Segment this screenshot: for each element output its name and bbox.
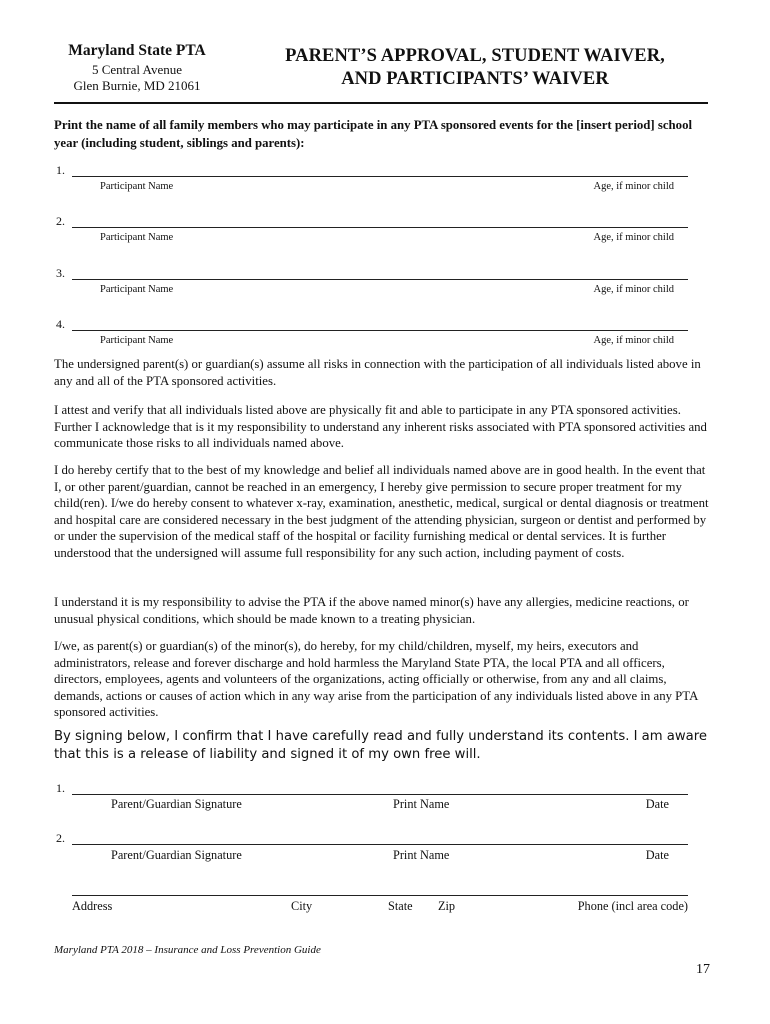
zip-label: Zip <box>438 899 456 913</box>
participant-age-label: Age, if minor child <box>593 335 674 346</box>
header-divider <box>54 102 708 104</box>
date-label: Date <box>645 797 669 811</box>
org-name: Maryland State PTA <box>68 42 206 59</box>
state-label: State <box>388 899 413 913</box>
paragraph-assumption-of-risk: The undersigned parent(s) or guardian(s) assume all risks in connection with the participation of all individuals listed above in any and all of the PTA sponsored activities. <box>54 357 701 388</box>
paragraph-fitness-attestation: I attest and verify that all individuals listed above are physically fit and able to participate in any PTA sponsored activities. Further I acknowledge that is it my responsibility to understand any inherent risks associated with PTA sponsored activities and communicate those risks to all individuals named above. <box>54 403 707 451</box>
print-name-label: Print Name <box>393 848 450 862</box>
footer-note: Maryland PTA 2018 – Insurance and Loss Prevention Guide <box>54 944 321 956</box>
signature-field[interactable] <box>72 794 688 795</box>
participant-name-label: Participant Name <box>100 335 174 346</box>
page-number: 17 <box>696 962 710 977</box>
participant-name-label: Participant Name <box>100 284 174 295</box>
signature-number: 2. <box>56 831 65 845</box>
signature-number: 1. <box>56 781 65 795</box>
print-name-label: Print Name <box>393 797 450 811</box>
signature-label: Parent/Guardian Signature <box>111 848 242 862</box>
city-label: City <box>291 899 313 913</box>
form-title-line1: PARENT’S APPROVAL, STUDENT WAIVER, <box>285 46 665 66</box>
address-field[interactable] <box>72 895 688 896</box>
phone-label: Phone (incl area code) <box>577 899 688 913</box>
paragraph-allergies: I understand it is my responsibility to advise the PTA if the above named minor(s) have any allergies, medicine reactions, or unusual physical conditions, which should be made known to a treating physician. <box>54 595 689 626</box>
participant-name-field[interactable] <box>72 330 688 331</box>
address-label: Address <box>72 899 113 913</box>
participant-number: 1. <box>56 163 65 177</box>
participant-number: 3. <box>56 266 65 280</box>
participant-age-label: Age, if minor child <box>593 232 674 243</box>
participant-name-field[interactable] <box>72 176 688 177</box>
signature-label: Parent/Guardian Signature <box>111 797 242 811</box>
participant-age-label: Age, if minor child <box>593 284 674 295</box>
participant-number: 2. <box>56 214 65 228</box>
participant-name-label: Participant Name <box>100 181 174 192</box>
participant-name-label: Participant Name <box>100 232 174 243</box>
form-title-line2: AND PARTICIPANTS’ WAIVER <box>341 69 609 89</box>
participant-number: 4. <box>56 317 65 331</box>
paragraph-release: I/we, as parent(s) or guardian(s) of the minor(s), do hereby, for my child/children, myself, my heirs, executors and administrators, release and forever discharge and hold harmless the Maryland State PTA, the local PTA and all officers, directors, employees, agents and volunteers of the organizations, acting officially or otherwise, from any and all claims, demands, actions or causes of action which in any way arise from the participation of any individuals listed above in any PTA sponsored activities. <box>54 639 698 720</box>
org-address-line1: 5 Central Avenue <box>91 62 182 77</box>
participant-name-field[interactable] <box>72 279 688 280</box>
org-address-line2: Glen Burnie, MD 21061 <box>73 78 201 93</box>
date-label: Date <box>645 848 669 862</box>
paragraph-medical-consent: I do hereby certify that to the best of my knowledge and belief all individuals named above are in good health. In the event that I, or other parent/guardian, cannot be reached in an emergency, I hereby give permission to secure proper treatment for my child(ren). I/we do hereby consent to whatever x-ray, examination, anesthetic, medical, surgical or dental diagnosis or treatment and hospital care are considered necessary in the best judgment of the attending physician, surgeon or dentist and performed by or under the supervision of the medical staff of the hospital or facility furnishing medical or dental services. It is further understood that the undersigned will assume full responsibility for any such action, including payment of costs. <box>54 463 709 560</box>
confirmation-statement: By signing below, I confirm that I have carefully read and fully understand its contents. I am aware that this is a release of liability and signed it of my own free will. <box>54 729 707 762</box>
signature-field[interactable] <box>72 844 688 845</box>
participant-age-label: Age, if minor child <box>593 181 674 192</box>
participant-name-field[interactable] <box>72 227 688 228</box>
instructions: Print the name of all family members who may participate in any PTA sponsored events for the [insert period] school year (including student, siblings and parents): <box>54 118 693 150</box>
